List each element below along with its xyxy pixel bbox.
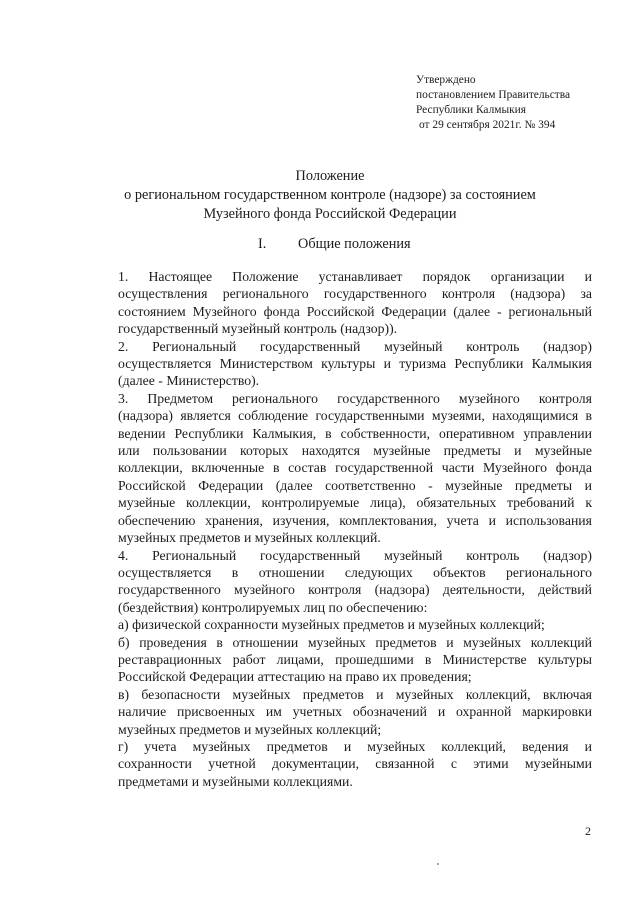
text-line: коллекции, включенные в состав государственной части Музейного фонда xyxy=(118,460,592,476)
text-line: в) безопасности музейных предметов и музейных коллекций, включая xyxy=(118,686,592,702)
approval-line: Утверждено xyxy=(416,74,476,86)
text-line: а) физической сохранности музейных предметов и музейных коллекций; xyxy=(118,617,545,633)
paragraph xyxy=(88,738,592,790)
section-number: I. xyxy=(258,236,267,252)
text-line: осуществляется Министерством культуры и туризма Республики Калмыкия xyxy=(118,356,592,372)
document-body xyxy=(88,268,592,790)
approval-line: постановлением Правительства xyxy=(416,89,571,101)
title-line: Музейного фонда Российской Федерации xyxy=(203,206,457,222)
section-heading xyxy=(258,236,411,253)
page-number: 2 xyxy=(585,824,591,838)
title-line: Положение xyxy=(295,168,365,184)
approval-stamp xyxy=(416,73,570,133)
scan-speck xyxy=(437,863,439,865)
text-line: наличие присвоенных им учетных обозначений и охранной маркировки xyxy=(118,704,592,720)
text-line: (надзора) является соблюдение государственными музеями, находящимися в xyxy=(118,408,592,424)
text-line: обеспечению хранения, изучения, комплектования, учета и использования xyxy=(118,512,592,528)
text-line: музейных предметов и музейных коллекций. xyxy=(118,530,381,546)
text-line: осуществления регионального государственного контроля (надзора) за xyxy=(118,286,592,302)
section-title: Общие положения xyxy=(298,236,411,252)
text-line: осуществляется в отношении следующих объектов регионального xyxy=(118,564,592,580)
approval-date: от 29 сентября 2021г. № 394 xyxy=(419,119,556,131)
text-line: 4. Региональный государственный музейный контроль (надзор) xyxy=(118,547,592,563)
text-line: государственного музейного контроля (надзора) деятельности, действий xyxy=(118,582,592,598)
text-line: предметами и музейными коллекциями. xyxy=(118,773,353,789)
text-line: сохранности учетной документации, связанной с этими музейными xyxy=(118,756,592,772)
approval-line: Республики Калмыкия xyxy=(416,104,527,116)
text-line: государственный музейный контроль (надзор)). xyxy=(118,321,398,337)
text-line: (далее - Министерство). xyxy=(118,373,260,389)
document-title xyxy=(60,167,600,224)
paragraph xyxy=(88,634,592,686)
text-line: музейных предметов и музейных коллекций; xyxy=(118,721,382,737)
text-line: Российской Федерации (далее соответственно - музейные предметы и xyxy=(118,477,592,493)
text-line: или пользовании которых находятся музейные предметы и музейные xyxy=(118,443,592,459)
text-line: (бездействия) контролируемых лиц по обеспечению: xyxy=(118,599,428,615)
paragraph xyxy=(88,390,592,547)
text-line: Российской Федерации аттестацию на право их проведения; xyxy=(118,669,472,685)
text-line: ведении Республики Калмыкия, в собственности, оперативном управлении xyxy=(118,425,592,441)
paragraph xyxy=(88,268,592,338)
paragraph xyxy=(88,547,592,617)
text-line: 3. Предметом регионального государственного музейного контроля xyxy=(118,390,592,406)
text-line: 1. Настоящее Положение устанавливает порядок организации и xyxy=(118,269,592,284)
text-line: г) учета музейных предметов и музейных коллекций, ведения и xyxy=(118,738,592,754)
text-line: 2. Региональный государственный музейный контроль (надзор) xyxy=(118,338,592,354)
paragraph xyxy=(88,686,592,738)
title-line: о региональном государственном контроле (надзоре) за состоянием xyxy=(124,187,536,203)
paragraph xyxy=(88,616,592,633)
text-line: б) проведения в отношении музейных предметов и музейных коллекций xyxy=(118,634,592,650)
text-line: реставрационных работ лицами, прошедшими в Министерстве культуры xyxy=(118,651,592,667)
paragraph xyxy=(88,338,592,390)
text-line: музейные коллекции, контролируемые лица), обязательных требований к xyxy=(118,495,592,511)
text-line: состоянием Музейного фонда Российской Федерации (далее - региональный xyxy=(118,303,592,319)
